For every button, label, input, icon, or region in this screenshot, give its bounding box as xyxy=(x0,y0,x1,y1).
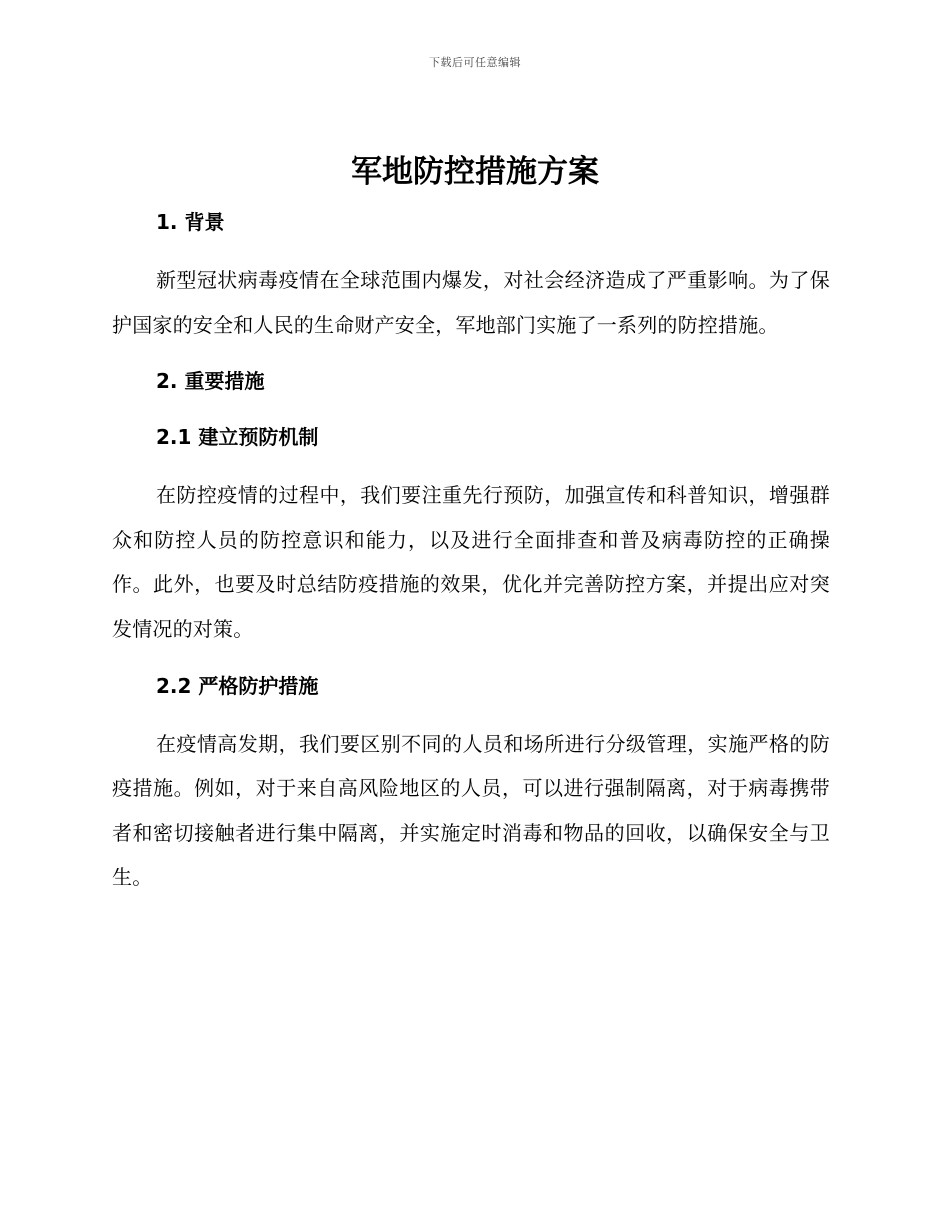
section-heading-protection: 2.2 严格防护措施 xyxy=(156,673,319,698)
section-heading-prevention: 2.1 建立预防机制 xyxy=(156,425,319,450)
section-paragraph-prevention: 在防控疫情的过程中，我们要注重先行预防，加强宣传和科普知识，增强群众和防控人员的防控意识和能力，以及进行全面排查和普及病毒防控的正确操作。此外，也要及时总结防疫措施的效果，优化并完善防控方案，并提出应对突发情况的对策。 xyxy=(112,483,830,641)
section-paragraph-protection: 在疫情高发期，我们要区别不同的人员和场所进行分级管理，实施严格的防疫措施。例如，对于来自高风险地区的人员，可以进行强制隔离，对于病毒携带者和密切接触者进行集中隔离，并实施定时消毒和物品的回收，以确保安全与卫生。 xyxy=(112,731,830,890)
section-heading-background: 1. 背景 xyxy=(156,210,225,234)
section-paragraph-background: 新型冠状病毒疫情在全球范围内爆发，对社会经济造成了严重影响。为了保护国家的安全和人民的生命财产安全，军地部门实施了一系列的防控措施。 xyxy=(112,268,830,337)
document-title: 军地防控措施方案 xyxy=(351,154,599,190)
header-note: 下载后可任意编辑 xyxy=(429,56,521,69)
section-heading-measures: 2. 重要措施 xyxy=(156,369,265,394)
document-body xyxy=(112,200,830,900)
